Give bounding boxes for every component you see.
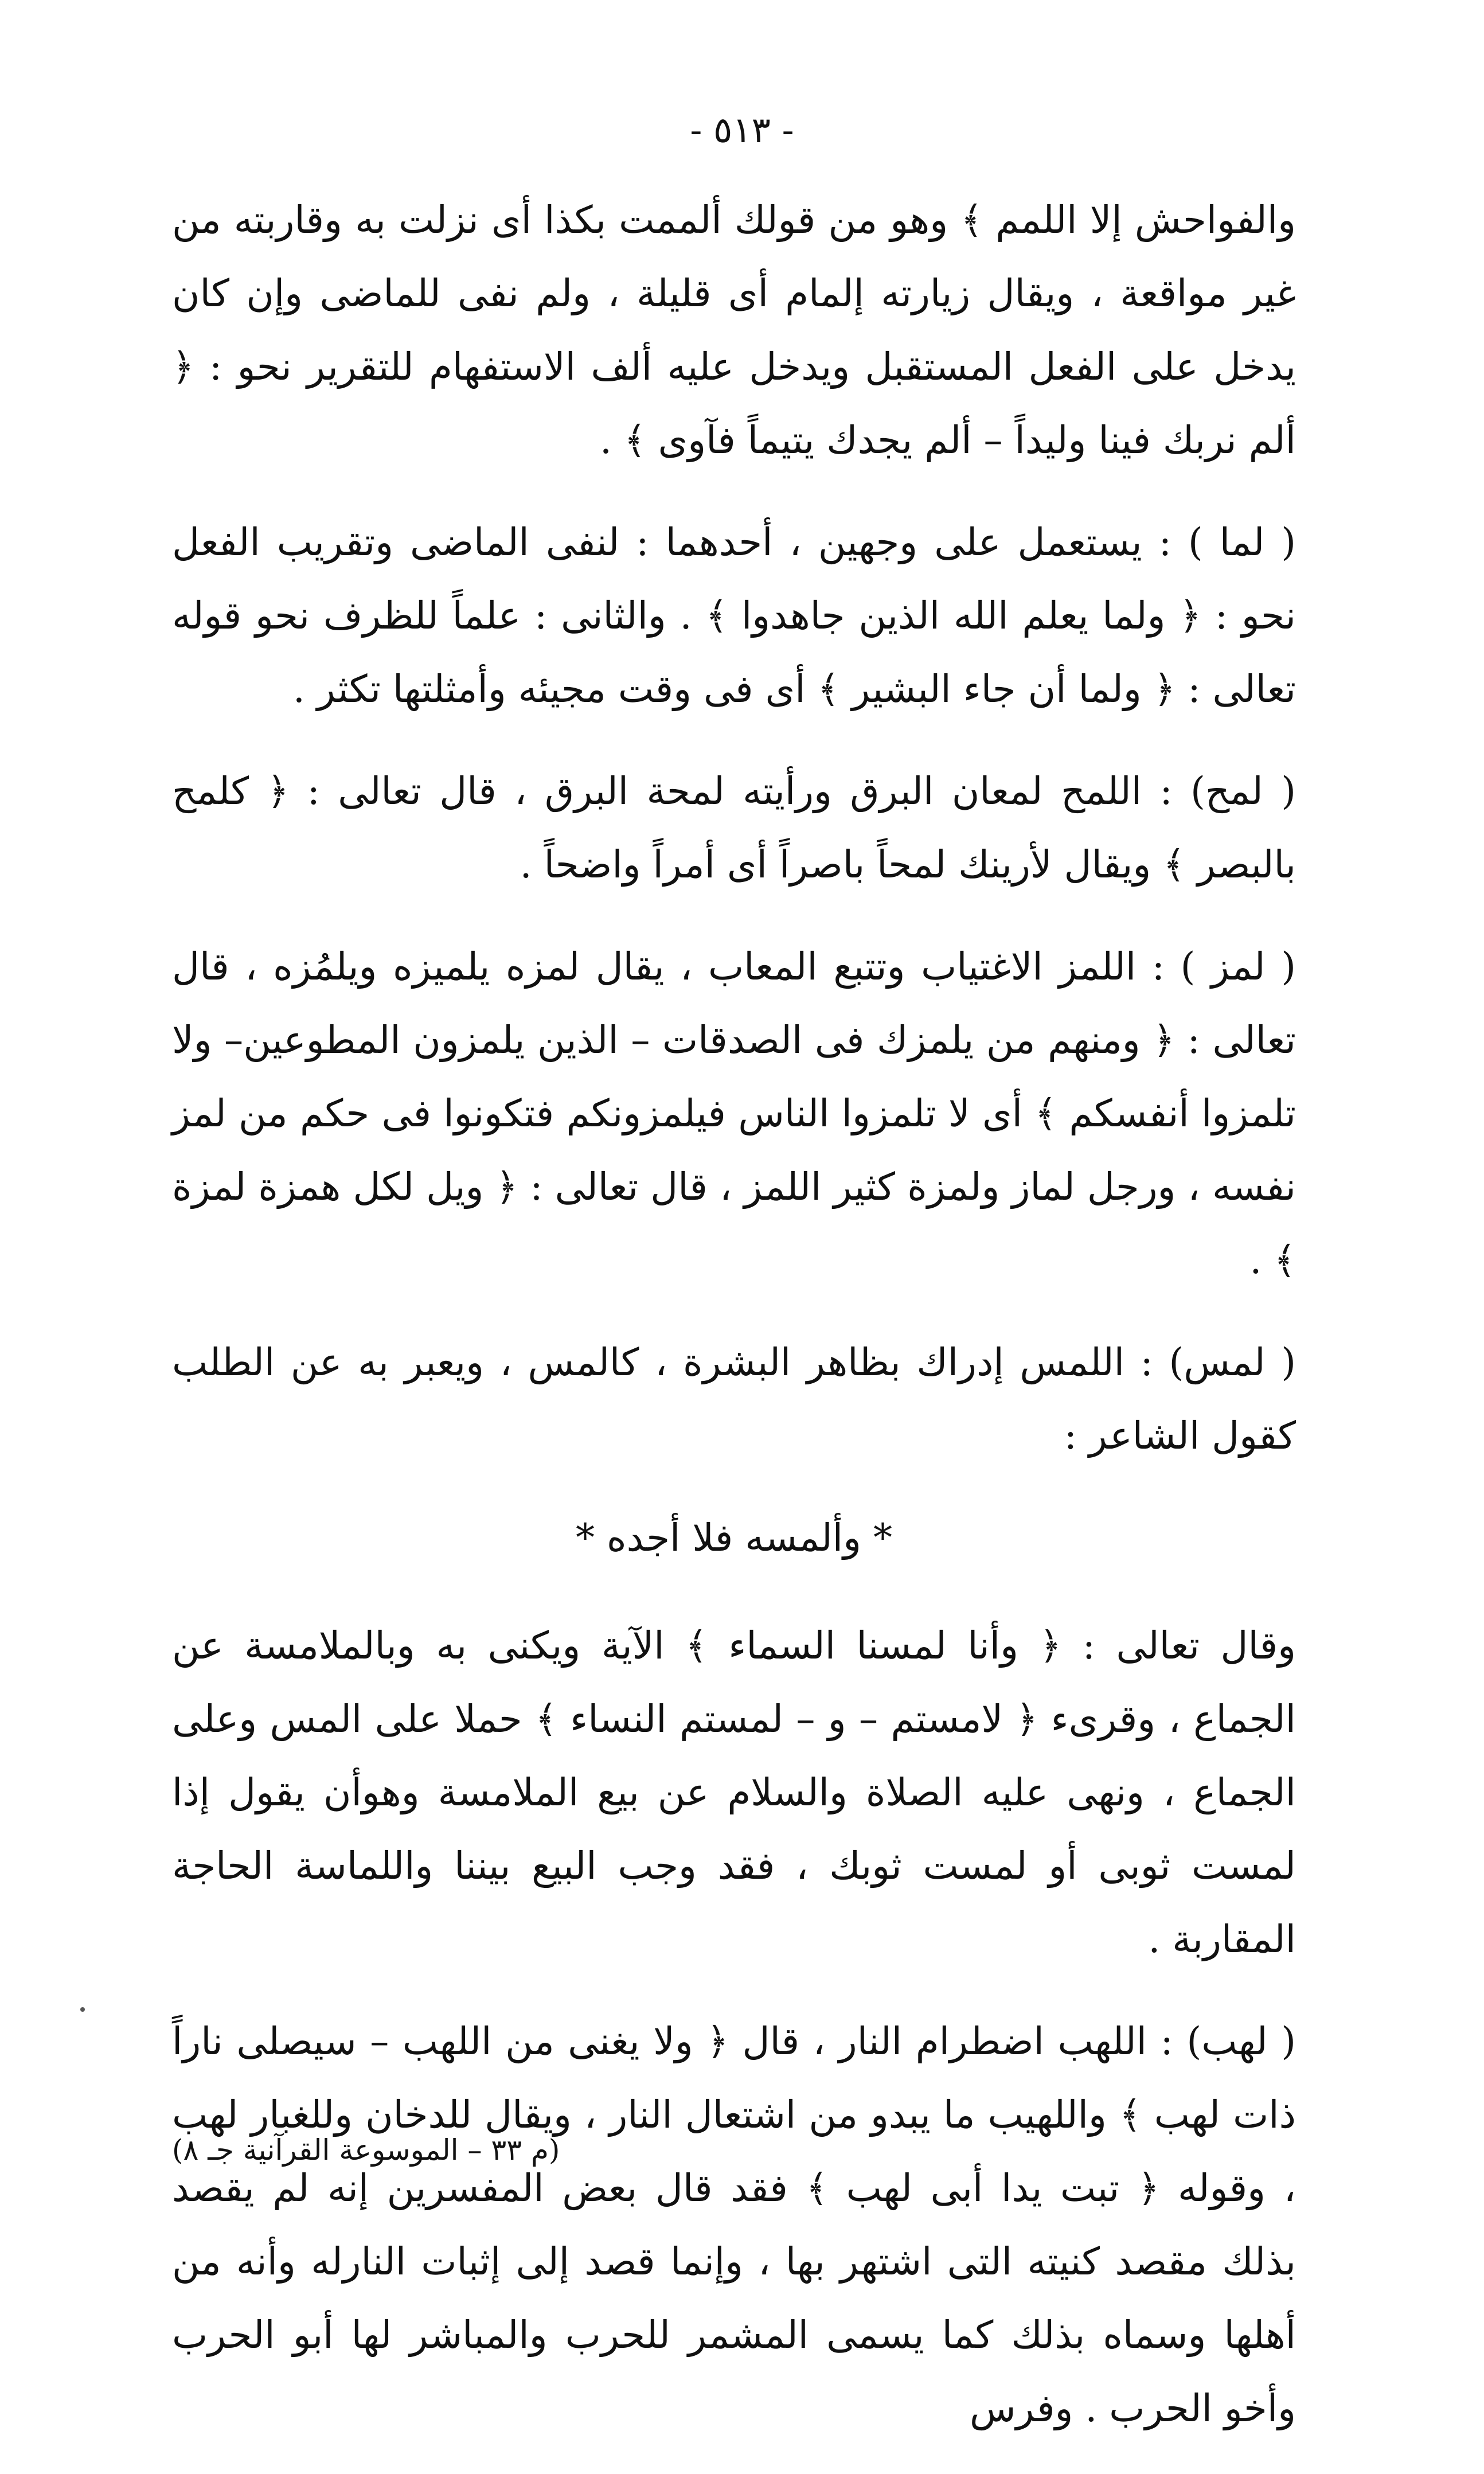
entry-lamz: ( لمز ) : اللمز الاغتياب وتتبع المعاب ، يقال لمزه يلميزه ويلمُزه ، قال تعالى : ﴿ ومنهم من يلمزك فى الصدقات – الذين يلمزون المطوعين– ولا تلمزوا أنفسكم ﴾ أى لا تلمزوا الناس فيلمزونكم فتكونوا فى حكم من لمز نفسه ، ورجل لماز ولمزة كثير اللمز ، قال تعالى : ﴿ ويل لكل همزة لمزة ﴾ . xyxy=(172,945,1296,1282)
footer-signature: (م ٣٣ – الموسوعة القرآنية جـ ٨) xyxy=(172,2133,560,2167)
entry-lamh: ( لمح) : اللمح لمعان البرق ورأيته لمحة البرق ، قال تعالى : ﴿ كلمح بالبصر ﴾ ويقال لأرينك لمحاً باصراً أى أمراً واضحاً . xyxy=(172,769,1296,887)
entry-lahab: ( لهب) : اللهب اضطرام النار ، قال ﴿ ولا يغنى من اللهب – سيصلى ناراً ذات لهب ﴾ واللهيب ما يبدو من اشتعال النار ، ويقال للدخان وللغبار لهب ، وقوله ﴿ تبت يدا أبى لهب ﴾ فقد قال بعض المفسرين إنه لم يقصد بذلك مقصد كنيته التى اشتهر بها ، وإنما قصد إلى إثبات النارله وأنه من أهلها وسماه بذلك كما يسمى المشمر للحرب والمباشر لها أبو الحرب وأخو الحرب . وفرس xyxy=(172,2019,1296,2430)
body-text xyxy=(172,184,1296,2474)
entry-lams-continued: وقال تعالى : ﴿ وأنا لمسنا السماء ﴾ الآية ويكنى به وبالملامسة عن الجماع ، وقرىء ﴿ لامستم – و – لمستم النساء ﴾ حملا على المس وعلى الجماع ، ونهى عليه الصلاة والسلام عن بيع الملامسة وهوأن يقول إذا لمست ثوبى أو لمست ثوبك ، فقد وجب البيع بيننا واللماسة الحاجة المقاربة . xyxy=(172,1624,1296,1961)
poetry-verse: * وألمسه فلا أجده * xyxy=(576,1516,892,1560)
entry-lamma: ( لما ) : يستعمل على وجهين ، أحدهما : لنفى الماضى وتقريب الفعل نحو : ﴿ ولما يعلم الله الذين جاهدوا ﴾ . والثانى : علماً للظرف نحو قوله تعالى : ﴿ ولما أن جاء البشير ﴾ أى فى وقت مجيئه وأمثلتها تكثر . xyxy=(172,520,1296,711)
entry-lams: ( لمس) : اللمس إدراك بظاهر البشرة ، كالمس ، ويعبر به عن الطلب كقول الشاعر : xyxy=(172,1340,1296,1458)
paragraph-continuation: والفواحش إلا اللمم ﴾ وهو من قولك ألممت بكذا أى نزلت به وقاربته من غير مواقعة ، ويقال زيارته إلمام أى قليلة ، ولم نفى للماضى وإن كان يدخل على الفعل المستقبل ويدخل عليه ألف الاستفهام للتقرير نحو : ﴿ ألم نربك فينا وليداً – ألم يجدك يتيماً فآوى ﴾ . xyxy=(172,198,1296,462)
margin-speck xyxy=(80,2007,85,2012)
page-number: - ٥١٣ - xyxy=(690,109,794,151)
